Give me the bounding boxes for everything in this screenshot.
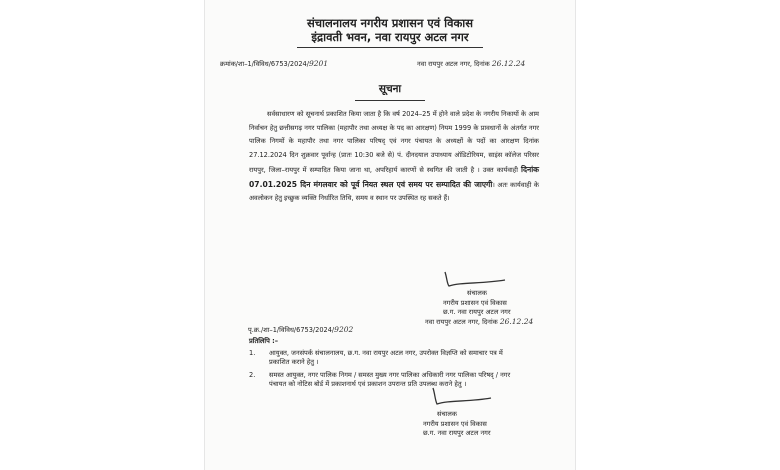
copy-list [249,349,549,390]
signature-block-1 [443,289,511,318]
signature-2-mark [427,384,497,408]
notice-body [249,108,539,206]
notice-paragraph: सर्वसाधारण को सूचनार्थ प्रकाशित किया जाता है कि वर्ष 2024–25 में होने वाले प्रदेश के नगरीय निकायों के आम निर्वाचन हेतु छत्तीसगढ़ नगर पालिका (महापौर तथा अध्यक्ष के पद का आरक्षण) नियम 1999 के प्रावधानों के अंतर्गत नगर पालिक निगमों के महापौर तथा नगर पालिका परिषद् एवं नगर पंचायत के अध्यक्षों के पदों का आरक्षण दिनांक 27.12.2024 दिन शुक्रवार पूर्वान्ह (प्रातः 10:30 बजे से) पं. दीनदयाल उपाध्याय ऑडिटोरियम, साइंस कॉलेज परिसर रायपुर, जिला–रायपुर में सम्पादित किया जाना था, अपरिहार्य कारणों से स्थगित की जाती है । उक्त कार्यवाही [249,110,539,174]
notice-title: सूचना [378,83,402,95]
reference-number-1: क्रमांक/शा–1/विविध/6753/2024/9201 [220,59,329,68]
signature-block-2 [423,410,491,439]
signatory-title-2: संचालक [437,410,457,418]
signatory-place-2: छ.ग. नवा रायपुर अटल नगर [423,429,491,437]
signatory-dept-1: नगरीय प्रशासन एवं विकास [443,298,507,307]
reference-date-2-handwritten: 26.12.24 [499,317,534,326]
copy-to-label: प्रतिलिपि :– [249,337,279,345]
signatory-place-1: छ.ग. नवा रायपुर अटल नगर [443,308,511,316]
notice-new-date: दिनांक 07.01.2025 दिन मंगलवार को पूर्व नियत स्थल एवं समय पर सम्पादित की जाएगी [249,164,539,189]
header-underline [297,47,483,48]
document-page [205,0,575,470]
reference-place-date-1: नवा रायपुर अटल नगर, दिनांक 26.12.24 [417,59,526,68]
list-item: 1. आयुक्त, जनसंपर्क संचालनालय, छ.ग. नवा रायपुर अटल नगर, उपरोक्त विज्ञप्ति को समाचार पत्र में प्रकाशित कराने हेतु । [249,349,503,367]
signatory-dept-2: नगरीय प्रशासन एवं विकास [423,419,487,428]
reference-number-2: पृ.क्र./शा–1/विविध/6753/2024/9202 [248,325,354,334]
reference-date-1-handwritten: 26.12.24 [491,59,526,68]
title-underline [355,100,425,101]
reference-number-2-handwritten: 9202 [334,325,354,334]
office-address: इंद्रावती भवन, नवा रायपुर अटल नगर [311,30,469,44]
reference-place-date-2: नवा रायपुर अटल नगर, दिनांक 26.12.24 [425,317,534,326]
department-header: संचालनालय नगरीय प्रशासन एवं विकास [306,16,474,30]
reference-number-1-handwritten: 9201 [308,59,329,68]
notice-paragraph-end: । अतः कार्यवाही के अवलोकन हेतु इच्छुक व्यक्ति निर्धारित तिथि, समय व स्थान पर उपस्थित रह सकते हैं। [249,180,539,203]
signature-1-mark [441,268,511,290]
signatory-title-1: संचालक [467,289,487,297]
list-item: 2. समस्त आयुक्त, नगर पालिक निगम / समस्त मुख्य नगर पालिका अधिकारी नगर पालिका परिषद् / नगर पंचायत को नोटिस बोर्ड में प्रकाशनार्थ एवं प्रकाशन उपरान्त प्रति उपलब्ध कराने हेतु । [249,370,511,389]
